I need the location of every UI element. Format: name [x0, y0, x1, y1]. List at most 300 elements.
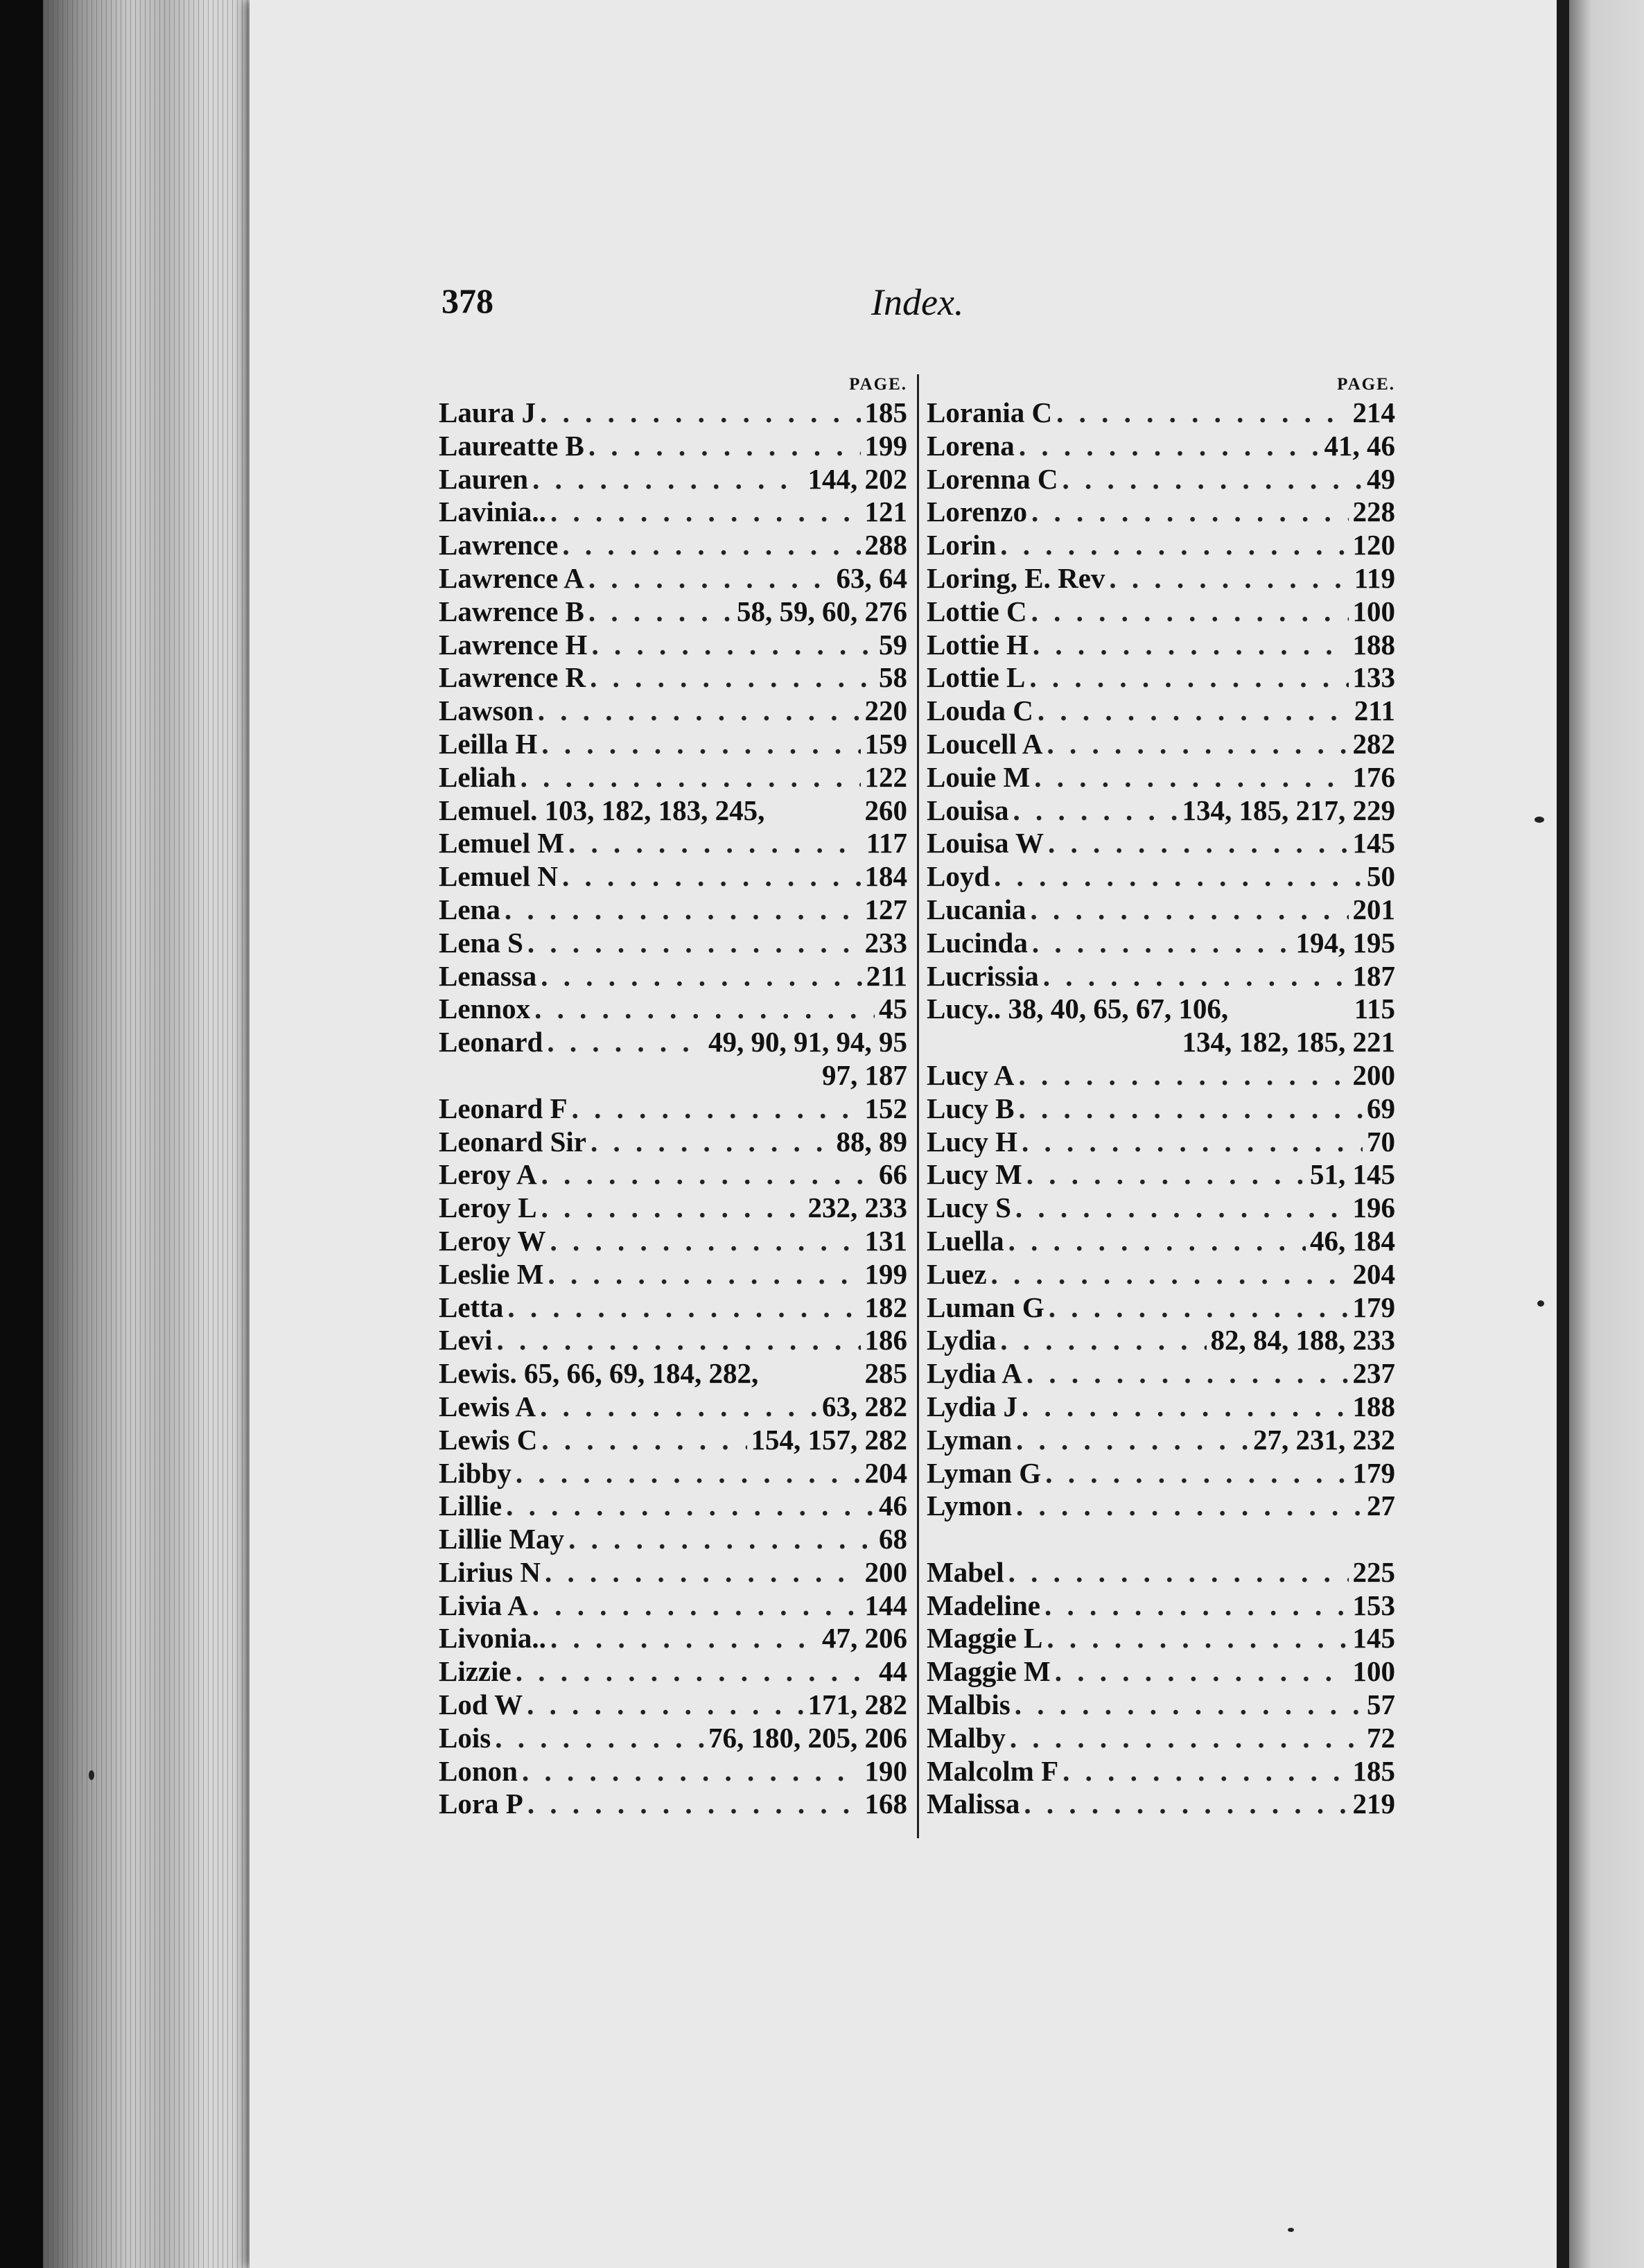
entry-name: Lod W: [439, 1689, 523, 1721]
entry-pages: 46: [879, 1490, 907, 1522]
entry-pages: 144: [864, 1589, 907, 1621]
entry-pages: 145: [1352, 1622, 1395, 1655]
dot-leader: [572, 1092, 861, 1126]
index-entry: [439, 1225, 907, 1258]
dot-leader: [547, 1026, 704, 1059]
index-entry: [439, 661, 907, 695]
entry-name: Lirius N: [439, 1555, 541, 1588]
dot-leader: [1000, 1324, 1206, 1357]
entry-pages: 119: [1354, 561, 1395, 594]
entry-name: Lucy.. 38, 40, 65, 67, 106,: [927, 993, 1229, 1025]
entry-pages: 50: [1367, 860, 1395, 893]
index-entry: [439, 1258, 907, 1291]
index-entry: [439, 1158, 907, 1192]
dot-leader: [1031, 496, 1348, 529]
entry-name: Leroy L: [439, 1192, 537, 1224]
entry-name: Loucell A: [927, 727, 1043, 760]
dot-leader: [1047, 728, 1348, 761]
entry-name: Leslie M: [439, 1257, 544, 1290]
dot-leader: [1015, 1689, 1363, 1722]
entry-name: Lawrence H: [439, 628, 588, 661]
dot-leader: [550, 1622, 818, 1655]
entry-name: Lena S: [439, 926, 523, 959]
index-entry: [439, 595, 907, 629]
entry-pages: 233: [864, 926, 907, 959]
index-entry: [927, 993, 1395, 1026]
dot-leader: [1045, 1457, 1348, 1490]
dot-leader: [540, 396, 860, 430]
index-entry: [439, 893, 907, 927]
index-entry: [439, 1490, 907, 1523]
entry-name: Lorenna C: [927, 462, 1058, 495]
entry-name: Lois: [439, 1721, 491, 1754]
entry-name: Livia A: [439, 1589, 528, 1621]
dot-leader: [562, 529, 860, 562]
entry-pages: 187: [1352, 959, 1395, 992]
dot-leader: [1018, 1092, 1363, 1126]
index-entry: [927, 927, 1395, 960]
entry-pages: 159: [864, 727, 907, 760]
dot-leader: [505, 893, 861, 927]
dot-leader: [1019, 430, 1320, 463]
index-entry: [927, 827, 1395, 860]
index-entry: [439, 1324, 907, 1357]
dot-leader: [1022, 1126, 1363, 1159]
entry-pages: 179: [1352, 1291, 1395, 1323]
entry-pages: 66: [879, 1158, 907, 1191]
index-entry: [439, 960, 907, 993]
entry-name: Lyman G: [927, 1456, 1042, 1489]
entry-name: Lemuel M: [439, 827, 565, 860]
dot-leader: [1063, 1755, 1348, 1788]
index-entry: [927, 728, 1395, 761]
dot-leader: [590, 661, 875, 695]
index-entry: [927, 960, 1395, 993]
dot-leader: [1043, 960, 1349, 993]
column-divider: [917, 374, 919, 1838]
entry-name: Lymon: [927, 1490, 1013, 1522]
entry-pages: 127: [864, 893, 907, 925]
dot-leader: [516, 1457, 861, 1490]
index-entry: [439, 728, 907, 761]
entry-name: Letta: [439, 1291, 504, 1323]
entry-name: Levi: [439, 1324, 493, 1357]
entry-name: Loyd: [927, 860, 990, 893]
index-entry: [927, 496, 1395, 529]
index-entry: [927, 761, 1395, 794]
entry-pages: 152: [864, 1092, 907, 1124]
index-entry: [439, 1092, 907, 1126]
index-entry: [927, 1225, 1395, 1258]
dot-leader: [1048, 827, 1348, 860]
index-entry: [927, 1490, 1395, 1523]
index-entry: [439, 496, 907, 529]
entry-pages: 204: [1352, 1257, 1395, 1290]
dot-leader: [1034, 761, 1348, 794]
dot-leader: [1000, 529, 1348, 562]
index-entry: [439, 1722, 907, 1755]
index-entry: [927, 562, 1395, 595]
entry-name: Lucy M: [927, 1158, 1022, 1191]
entry-name: Maggie M: [927, 1655, 1051, 1688]
index-entry: [439, 1655, 907, 1689]
dot-leader: [506, 1490, 875, 1523]
entry-pages: 182: [864, 1291, 907, 1323]
entry-pages: 282: [1352, 727, 1395, 760]
index-entry: [927, 1457, 1395, 1490]
index-entry: [439, 1689, 907, 1722]
entry-pages: 185: [1352, 1754, 1395, 1787]
dot-leader: [1056, 396, 1348, 430]
entry-name: Lewis. 65, 66, 69, 184, 282,: [439, 1357, 759, 1390]
entry-name: Leonard: [439, 1026, 543, 1058]
dot-leader: [1022, 1390, 1348, 1424]
entry-name: Lemuel N: [439, 860, 558, 893]
entry-pages: 63, 282: [822, 1390, 907, 1422]
entry-name: Lucy B: [927, 1092, 1015, 1124]
index-entry: [927, 1722, 1395, 1755]
index-entry: [927, 860, 1395, 893]
book-page-edges: [43, 0, 265, 2268]
index-entry: [439, 761, 907, 794]
dot-leader: [994, 860, 1363, 893]
index-entry: [439, 562, 907, 595]
entry-name: Lillie: [439, 1490, 502, 1522]
index-entry: [927, 463, 1395, 496]
entry-name: Lorenzo: [927, 496, 1028, 528]
dot-leader: [1055, 1655, 1349, 1689]
entry-name: Lawrence R: [439, 661, 586, 694]
dot-leader: [1031, 893, 1349, 927]
entry-pages: 211: [1354, 695, 1395, 727]
index-entry: [439, 529, 907, 562]
dot-leader: [522, 1755, 861, 1788]
entry-pages: 131: [864, 1224, 907, 1257]
entry-name: Lorin: [927, 529, 997, 561]
entry-pages: 63, 64: [836, 561, 907, 594]
entry-name: Louisa: [927, 794, 1009, 826]
index-entry: [927, 595, 1395, 629]
entry-pages: 219: [1352, 1788, 1395, 1820]
index-entry: [439, 1457, 907, 1490]
dot-leader: [1032, 927, 1292, 960]
dot-leader: [588, 595, 733, 629]
entry-name: Luella: [927, 1224, 1004, 1257]
dot-leader: [1008, 1225, 1306, 1258]
index-entry: [927, 1622, 1395, 1655]
entry-name: Louisa W: [927, 827, 1044, 860]
index-entry: [439, 794, 907, 828]
index-entry: [927, 661, 1395, 695]
entry-pages: 27: [1367, 1490, 1395, 1522]
entry-name: Laura J: [439, 396, 536, 428]
index-entry: [439, 1523, 907, 1556]
index-entry: [439, 1788, 907, 1821]
ink-speck: [1534, 817, 1544, 823]
index-column-left: [439, 374, 907, 1821]
entry-name: Lydia: [927, 1324, 997, 1357]
entry-name: Lottie H: [927, 628, 1029, 661]
dot-leader: [548, 1258, 860, 1291]
entry-pages: 188: [1352, 1390, 1395, 1422]
entry-name: Lucrissia: [927, 959, 1039, 992]
page-column-heading: PAGE.: [1337, 375, 1395, 394]
entry-name: Lavinia..: [439, 496, 546, 528]
dot-leader: [588, 562, 832, 595]
entry-name: Lora P: [439, 1788, 523, 1820]
entry-pages: 133: [1352, 661, 1395, 694]
dot-leader: [568, 1523, 875, 1556]
entry-name: Loring, E. Rev: [927, 561, 1105, 594]
entry-pages: 211: [866, 959, 907, 992]
dot-leader: [1062, 463, 1363, 496]
entry-pages: 190: [864, 1754, 907, 1787]
entry-pages: 70: [1367, 1125, 1395, 1158]
index-entry: [439, 463, 907, 496]
entry-pages: 145: [1352, 827, 1395, 860]
entry-pages: 69: [1367, 1092, 1395, 1124]
entry-pages: 76, 180, 205, 206: [708, 1721, 907, 1754]
dot-leader: [495, 1722, 704, 1755]
entry-pages: 176: [1352, 760, 1395, 793]
entry-name: Lawrence A: [439, 561, 584, 594]
page-number: 378: [441, 281, 493, 320]
dot-leader: [1008, 1556, 1349, 1589]
entry-pages: 117: [866, 827, 907, 860]
entry-pages: 153: [1352, 1589, 1395, 1621]
index-entry: [439, 860, 907, 893]
entry-name: Lydia A: [927, 1357, 1022, 1390]
entry-name: Mabel: [927, 1555, 1004, 1588]
entry-pages: 51, 145: [1310, 1158, 1395, 1191]
dot-leader: [540, 1390, 818, 1424]
dot-leader: [541, 1158, 875, 1192]
index-entry: [439, 993, 907, 1026]
entry-pages: 49, 90, 91, 94, 95: [708, 1026, 907, 1058]
entry-pages: 27, 231, 232: [1253, 1423, 1395, 1456]
dot-leader: [541, 1424, 746, 1457]
entry-name: Lucy A: [927, 1058, 1015, 1091]
index-entry: [927, 1324, 1395, 1357]
dot-leader: [1029, 661, 1348, 695]
entry-name: Malissa: [927, 1788, 1020, 1820]
index-entry: [927, 1755, 1395, 1788]
dot-leader: [541, 728, 860, 761]
dot-leader: [1047, 1622, 1348, 1655]
entry-name: Maggie L: [927, 1622, 1043, 1655]
entry-pages: 196: [1352, 1192, 1395, 1224]
entry-name: Lottie L: [927, 661, 1026, 694]
index-entry: [927, 794, 1395, 828]
entry-name: Lucinda: [927, 926, 1028, 959]
ink-speck: [89, 1770, 94, 1780]
index-entry: [439, 1126, 907, 1159]
index-column-right: [927, 374, 1395, 1821]
index-entry: [439, 1059, 907, 1092]
entry-name: Lillie May: [439, 1523, 565, 1555]
index-entry: [927, 1126, 1395, 1159]
entry-pages: 72: [1367, 1721, 1395, 1754]
index-entry: [439, 1291, 907, 1325]
entry-pages: 134, 185, 217, 229: [1182, 794, 1395, 826]
entry-pages: 57: [1367, 1689, 1395, 1721]
entry-pages: 46, 184: [1310, 1224, 1395, 1257]
entry-pages: 199: [864, 1257, 907, 1290]
dot-leader: [1033, 629, 1349, 662]
dot-leader: [591, 629, 875, 662]
entry-pages: 199: [864, 429, 907, 462]
entry-name: Lorania C: [927, 396, 1053, 428]
dot-leader: [521, 761, 861, 794]
index-entry: [439, 827, 907, 860]
index-entry: [927, 1589, 1395, 1623]
entry-name: Leonard Sir: [439, 1125, 586, 1158]
dot-leader: [516, 1655, 875, 1689]
entry-pages: 171, 282: [807, 1689, 907, 1721]
entry-pages: 88, 89: [836, 1125, 907, 1158]
entry-pages: 214: [1352, 396, 1395, 428]
index-entry: [927, 1556, 1395, 1589]
index-entry: [927, 1291, 1395, 1325]
index-entry: [439, 1589, 907, 1623]
entry-pages: 168: [864, 1788, 907, 1820]
index-entry: [927, 1158, 1395, 1192]
dot-leader: [1044, 1589, 1349, 1623]
dot-leader: [1026, 1357, 1349, 1390]
entry-pages: 58: [879, 661, 907, 694]
entry-pages: 154, 157, 282: [751, 1423, 907, 1456]
dot-leader: [496, 1324, 860, 1357]
index-entry: [927, 1523, 1395, 1556]
entry-pages: 179: [1352, 1456, 1395, 1489]
index-entry: [439, 927, 907, 960]
index-entry: [927, 1788, 1395, 1821]
entry-pages: 100: [1352, 595, 1395, 627]
entry-name: Louie M: [927, 760, 1031, 793]
entry-pages: 120: [1352, 529, 1395, 561]
index-entry: [439, 1026, 907, 1059]
entry-pages: 186: [864, 1324, 907, 1357]
index-entry: [439, 396, 907, 430]
entry-name: Malby: [927, 1721, 1006, 1754]
entry-pages: 200: [1352, 1058, 1395, 1091]
entry-pages: 184: [864, 860, 907, 893]
entry-pages: 228: [1352, 496, 1395, 528]
entry-name: Lawrence B: [439, 595, 584, 627]
dot-leader: [1038, 695, 1350, 728]
entry-name: Leonard F: [439, 1092, 568, 1124]
dot-leader: [541, 1192, 804, 1225]
entry-pages: 201: [1352, 893, 1395, 925]
entry-pages: 225: [1352, 1555, 1395, 1588]
entry-name: Lawson: [439, 695, 534, 727]
dot-leader: [541, 960, 862, 993]
dot-leader: [527, 927, 861, 960]
index-entry: [927, 529, 1395, 562]
entry-pages: 121: [864, 496, 907, 528]
index-entry: [927, 1357, 1395, 1390]
dot-leader: [538, 695, 861, 728]
entry-name: Laureatte B: [439, 429, 584, 462]
dot-leader: [550, 1225, 861, 1258]
index-entry: [927, 1655, 1395, 1689]
index-entry: [927, 893, 1395, 927]
dot-leader: [550, 496, 861, 529]
dot-leader: [1015, 1192, 1349, 1225]
entry-pages: 194, 195: [1295, 926, 1395, 959]
dot-leader: [1024, 1788, 1348, 1821]
entry-name: Luman G: [927, 1291, 1044, 1323]
index-entry: [927, 430, 1395, 463]
entry-name: Madeline: [927, 1589, 1040, 1621]
entry-name: Lyman: [927, 1423, 1013, 1456]
entry-name: Leliah: [439, 760, 516, 793]
entry-name: Luez: [927, 1257, 987, 1290]
dot-leader: [1031, 595, 1349, 629]
entry-name: Leilla H: [439, 727, 538, 760]
entry-pages: 185: [864, 396, 907, 428]
page-column-heading: PAGE.: [849, 375, 907, 394]
index-entry: [927, 1424, 1395, 1457]
entry-name: Lemuel. 103, 182, 183, 245,: [439, 794, 765, 826]
index-entry: [439, 1556, 907, 1589]
dot-leader: [1109, 562, 1349, 595]
dot-leader: [1010, 1722, 1363, 1755]
entry-pages: 49: [1367, 462, 1395, 495]
entry-name: Louda C: [927, 695, 1033, 727]
entry-name: Libby: [439, 1456, 511, 1489]
entry-pages: 285: [864, 1357, 907, 1390]
dot-leader: [1018, 1059, 1348, 1092]
dot-leader: [1016, 1490, 1363, 1523]
entry-name: Leroy W: [439, 1224, 546, 1257]
entry-name: Livonia..: [439, 1622, 546, 1655]
index-entry: [927, 1026, 1395, 1059]
dot-leader: [507, 1291, 860, 1325]
entry-pages: 97, 187: [822, 1058, 907, 1091]
entry-pages: 220: [864, 695, 907, 727]
entry-name: Lucy H: [927, 1125, 1017, 1158]
index-entry: [927, 629, 1395, 662]
entry-name: Lennox: [439, 993, 531, 1025]
index-entry: [439, 1755, 907, 1788]
entry-pages: 144, 202: [807, 462, 907, 495]
index-entry: [927, 1390, 1395, 1424]
entry-name: Lonon: [439, 1754, 518, 1787]
entry-name: Lewis A: [439, 1390, 536, 1422]
entry-pages: 82, 84, 188, 233: [1210, 1324, 1395, 1357]
entry-pages: 200: [864, 1555, 907, 1588]
index-entry-list: [927, 396, 1395, 1821]
entry-name: Lenassa: [439, 959, 537, 992]
entry-pages: 232, 233: [807, 1192, 907, 1224]
index-entry-list: [439, 396, 907, 1821]
ink-speck: [1288, 2228, 1294, 2232]
entry-name: Lena: [439, 893, 500, 925]
dot-leader: [588, 430, 861, 463]
entry-name: Lauren: [439, 462, 529, 495]
entry-name: Lottie C: [927, 595, 1027, 627]
entry-pages: 122: [864, 760, 907, 793]
dot-leader: [1016, 1424, 1249, 1457]
dot-leader: [534, 993, 875, 1026]
entry-name: Lydia J: [927, 1390, 1018, 1422]
dot-leader: [991, 1258, 1349, 1291]
dot-leader: [545, 1556, 861, 1589]
dot-leader: [532, 1589, 861, 1623]
entry-pages: 260: [864, 794, 907, 826]
index-entry: [927, 396, 1395, 430]
